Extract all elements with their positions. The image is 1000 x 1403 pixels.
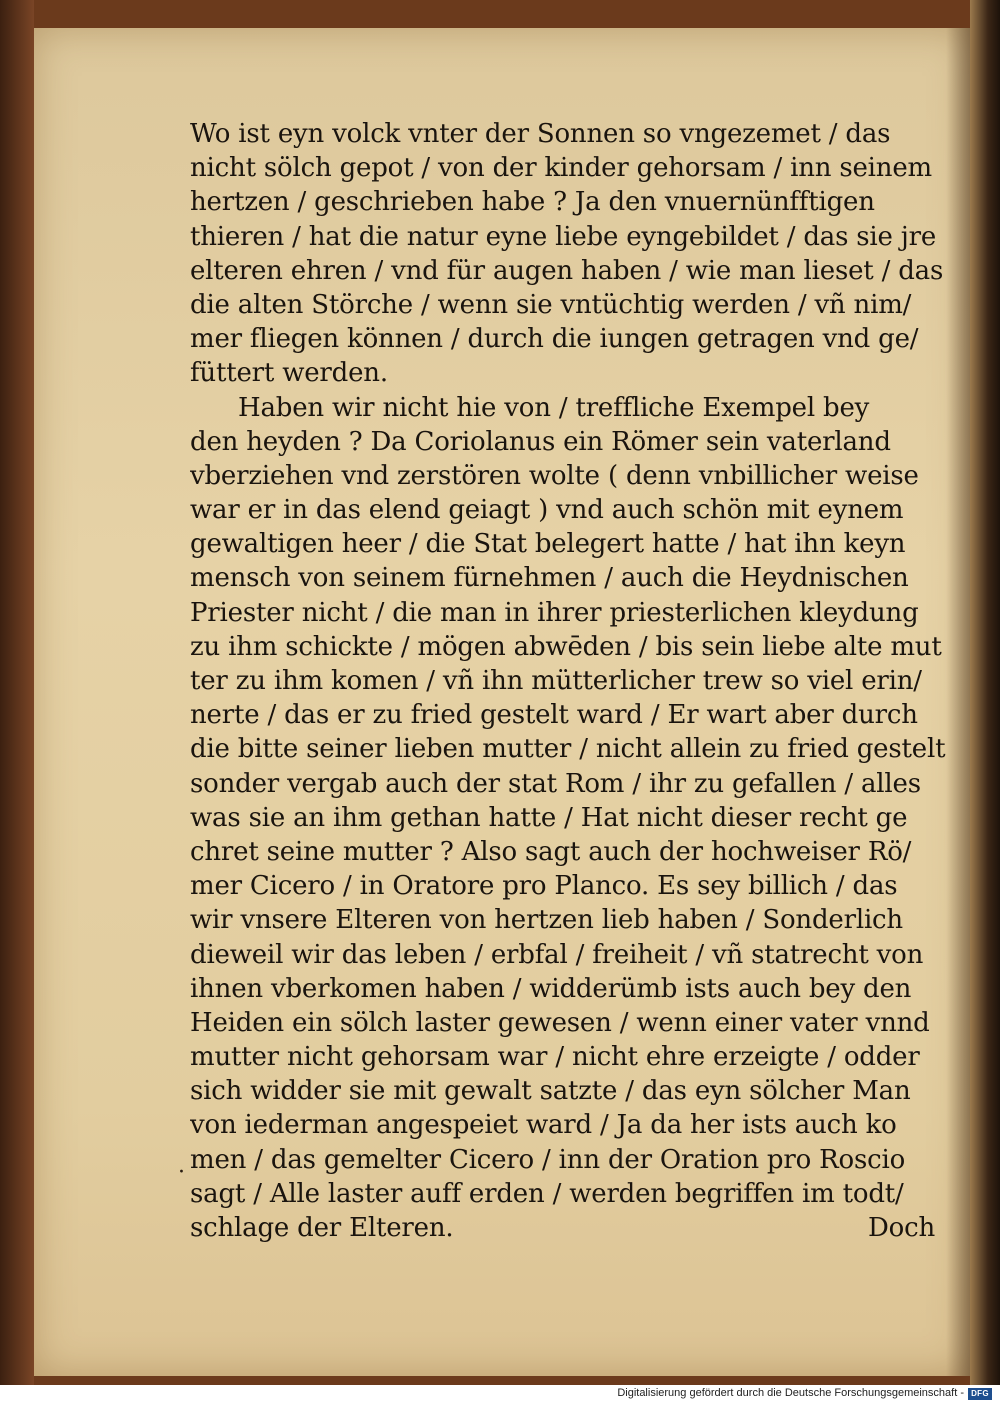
text-line: dieweil wir das leben / erbfal / freiheit / vñ statrecht von [190, 939, 924, 970]
text-line: mensch von seinem fürnehmen / auch die Heydnischen [190, 563, 909, 594]
text-line: mutter nicht gehorsam war / nicht ehre erzeigte / odder [190, 1042, 920, 1073]
text-line: elteren ehren / vnd für augen haben / wie man lieset / das [190, 255, 944, 286]
text-line: Heiden ein sölch laster gewesen / wenn einer vater vnnd [190, 1007, 930, 1038]
last-text-line [190, 1211, 935, 1245]
text-line: den heyden ? Da Coriolanus ein Römer sein vaterland [190, 426, 891, 457]
text-line: von iederman angespeiet ward / Ja da her ists auch ko [190, 1110, 897, 1141]
text-line: sonder vergab auch der stat Rom / ihr zu gefallen / alles [190, 768, 921, 799]
catchword: Doch [867, 1213, 935, 1243]
text-line: nicht sölch gepot / von der kinder gehorsam / inn seinem [190, 153, 932, 184]
text-line: vberziehen vnd zerstören wolte ( denn vnbillicher weise [190, 460, 919, 491]
text-line: thieren / hat die natur eyne liebe eyngebildet / das sie jre [190, 221, 937, 252]
text-line: die bitte seiner lieben mutter / nicht allein zu fried gestelt [190, 734, 946, 765]
text-line: Priester nicht / die man in ihrer priesterlichen kleydung [190, 597, 919, 628]
digitization-footer [0, 1385, 1000, 1403]
text-line: men / das gemelter Cicero / inn der Oration pro Roscio [190, 1144, 906, 1175]
binding-edge-right [970, 0, 1000, 1385]
dfg-logo-icon: DFG [968, 1388, 992, 1400]
text-line: war er in das elend geiagt ) vnd auch schön mit eynem [190, 495, 904, 526]
text-block [190, 117, 950, 1245]
funding-credit: Digitalisierung gefördert durch die Deutsche Forschungsgemeinschaft - [617, 1387, 964, 1399]
text-line: Wo ist eyn volck vnter der Sonnen so vngezemet / das [190, 119, 891, 149]
text-line: nerte / das er zu fried gestelt ward / Er wart aber durch [190, 700, 918, 731]
text-line: chret seine mutter ? Also sagt auch der hochweiser Rö/ [190, 836, 912, 867]
text-line: mer fliegen können / durch die iungen getragen vnd ge/ [190, 324, 919, 355]
text-line: hertzen / geschrieben habe ? Ja den vnuernünfftigen [190, 187, 875, 218]
text-line: wir vnsere Elteren von hertzen lieb haben / Sonderlich [190, 905, 903, 936]
margin-dot: · [178, 1160, 185, 1185]
text-line: ter zu ihm komen / vñ ihn mütterlicher trew so viel erin/ [190, 666, 922, 696]
text-line: füttert werden. [190, 358, 388, 389]
text-line: sich widder sie mit gewalt satzte / das eyn sölcher Man [190, 1076, 911, 1107]
closing-text: schlage der Elteren. [190, 1213, 454, 1243]
text-line: ihnen vberkomen haben / widderümb ists auch bey den [190, 973, 912, 1004]
text-line: mer Cicero / in Oratore pro Planco. Es sey billich / das [190, 871, 898, 902]
text-line: was sie an ihm gethan hatte / Hat nicht dieser recht ge [190, 802, 908, 833]
text-line: zu ihm schickte / mögen abwēden / bis sein liebe alte mut [190, 631, 942, 662]
text-line: die alten Störche / wenn sie vntüchtig werden / vñ nim/ [190, 289, 912, 320]
paragraph-start-line: Haben wir nicht hie von / treffliche Exempel bey [238, 392, 870, 423]
text-line: sagt / Alle laster auff erden / werden begriffen im todt/ [190, 1178, 904, 1209]
binding-edge-left [0, 0, 34, 1385]
text-line: gewaltigen heer / die Stat belegert hatte / hat ihn keyn [190, 529, 906, 560]
